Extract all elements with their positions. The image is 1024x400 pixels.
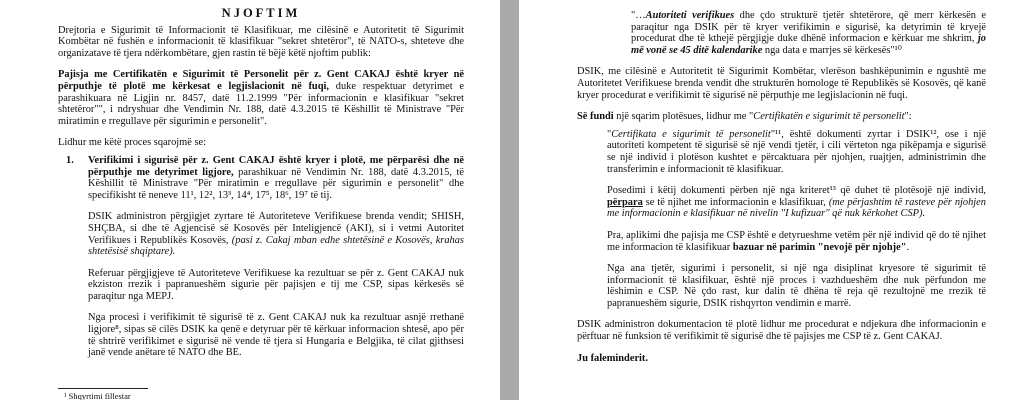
item1-rest: parashikuar në Vendimin Nr. 188, datë 4.3.2015, të Këshillit të Ministrave "Për miratimin e rregullave për sigurimin e personelit" dhe specifikisht të neneve 11¹, 12², 13³, 14⁴, 17⁵, 18⁶, 19⁷ të tij. [88, 166, 464, 201]
criteria-text: Posedimi i këtij dokumenti përben një nga kriteret¹³ që duhet të plotësojë një individ, [607, 185, 986, 197]
final-clarification-lead [577, 111, 986, 123]
clarification-lead: Lidhur me këtë proces sqarojmë se: [58, 137, 207, 149]
item-number: 1. [66, 154, 74, 166]
final-clarification-text: një sqarim plotësues, lidhur me " [613, 111, 754, 123]
no-legal-circumstance-paragraph: Nga procesi i verifikimit të sigurisë të z. Gent CAKAJ nuk ka rezultuar asnjë rrethanë ligjore⁸, sipas së cilës DSIK ka qenë e detyruar për të kërkuar informacion shtesë, apo për të shtrirë verifikimet e sigurisë në vende të tjera si Hungaria e Belgjika, të cilat gjithsesi janë vende anëtare të NATO dhe BE. [88, 312, 464, 359]
certificate-statement-paragraph [58, 69, 464, 127]
certificate-statement-bold: Pajisja me Certifikatën e Sigurimit të Personelit për z. Gent CAKAJ është kryer në përputhje të plotë me kërkesat e legjislacionit në fuqi, [58, 69, 464, 92]
closing-thanks: Ju faleminderit. [577, 352, 648, 364]
definition-open: " [607, 128, 612, 140]
numbered-item-1 [58, 155, 464, 201]
document-page-left [0, 0, 500, 400]
footnote-1: ¹ Shqyrtimi fillestar [64, 391, 131, 400]
quote-open: "… [631, 10, 646, 21]
criteria-emphasis: përpara [607, 196, 643, 208]
definition-term: Certifikata e sigurimit të personelit [611, 128, 771, 140]
page-gutter [500, 0, 519, 400]
final-clarification-end: ": [904, 111, 912, 123]
need-to-know-end: . [906, 241, 910, 253]
need-to-know-text: Pra, aplikimi dhe pajisja me CSP është e detyrueshme vetëm për një individ që do të njihet me informacion të klasifikuar [607, 229, 986, 253]
definition-body: "¹¹, është dokumenti zyrtar i DSIK¹², ose i një autoriteti kompetent të sigurisë së një vendi tjetër, i cili vërteton nga pikëpamja e sigurisë se një individ i plotëson kushtet e përcaktuara për njohjen, ruajtjen, administrimin dhe transferimin e informacionit të klasifikuar. [607, 128, 986, 175]
need-to-know-principle: bazuar në parimin "nevojë për njohje" [732, 241, 907, 253]
quote-end: nga data e marrjes së kërkesës"¹⁰ [762, 44, 902, 56]
verifying-authorities-text: DSIK administron përgjigjet zyrtare të Autoriteteve Verifikuese brenda vendit; SHISH, SHÇBA, si dhe të Agjencisë së Kosovës për Inteligjencë (AKI), si i vetmi Autoritet Verifikues i Republikës Kosovës, [88, 211, 464, 246]
certificate-statement-rest: duke respektuar detyrimet e parashikuara në Ligjin nr. 8457, datë 11.2.1999 "Për informacionin e klasifikuar "sekret shtetëror"", i ndryshuar dhe Vendimin Nr. 188, datë 4.3.2015 të Këshillit të Ministrave "Për miratimin e rregullave për sigurimin e personelit". [58, 80, 464, 127]
footnote-divider [58, 388, 148, 389]
item1-bold: Verifikimi i sigurisë për z. Gent CAKAJ është kryer i plotë, me përparësi dhe në përputhje me detyrimet ligjore, [88, 154, 464, 178]
continuous-process-paragraph: Nga ana tjetër, sigurimi i personelit, si një nga disiplinat kryesore të sigurimit të informacionit të klasifikuar, është një proces i vazhdueshëm dhe nuk përfundon me lëshimin e CSP. Në çdo rast, kur dalin të dhëna të reja që rezultojnë me rrezik të papranueshëm sigurie, DSIK rishqyrton vendimin e marrë. [607, 263, 986, 309]
legal-quote [631, 10, 986, 56]
intro-paragraph: Drejtoria e Sigurimit të Informacionit të Klasifikuar, me cilësinë e Autoritetit të Sigurimit Kombëtar në fushën e informacionit të klasifikuar "sekret shtetëror", të NATO-s, shteteve dhe organizatave të tjera ndërkombëtare, gjen rastin të bëjë këtë njoftim publik: [58, 24, 464, 59]
cooperation-paragraph: DSIK, me cilësinë e Autoritetit të Sigurimit Kombëtar, vlerëson bashkëpunimin e ngushtë me Autoritetet Verifikuese brenda vendit dhe strukturën homologe të Republikës së Kosovës, që kanë kryer procedurat e verifikimit të sigurisë në përputhje me legjislacionin në fuqi. [577, 66, 986, 101]
possession-criteria-paragraph [607, 185, 986, 220]
quote-deadline: jo më vonë se 45 ditë kalendarike [631, 33, 986, 56]
quote-body: dhe çdo strukturë tjetër shtetërore, që merr kërkesën e paraqitur nga DSIK për të kryer verifikimin e sigurisë, ka detyrimin të kryejë procedurat dhe të kthejë përgjigje duke dhënë informacion e kërkuar me shkrim, [631, 10, 986, 45]
document-page-right [519, 0, 1024, 400]
no-risk-paragraph: Referuar përgjigjeve të Autoriteteve Verifikuese ka rezultuar se për z. Gent CAKAJ nuk ekziston rrezik i papranueshëm sigurie për pajisjen e tij me CSP, sipas kërkesës së paraqitur nga MEPJ. [88, 267, 464, 302]
criteria-text-2: se të njihet me informacionin e klasifikuar, [642, 196, 829, 208]
quote-emphasis-authority: Autoriteti verifikues [645, 10, 735, 21]
final-clarification-italic: Certifikatën e sigurimit të personelit [753, 111, 905, 123]
verifying-authorities-paragraph [88, 211, 464, 257]
verifying-authorities-note: (pasi z. Cakaj mban edhe shtetësinë e Kosovës, krahas shtetësisë shqiptare). [88, 234, 464, 258]
need-to-know-paragraph [607, 230, 986, 253]
documentation-paragraph: DSIK administron dokumentacion të plotë lidhur me procedurat e ndjekura dhe informacionin e përftuar në funksion të verifikimit të sigurisë dhe të pajisjes me CSP të z. Gent CAKAJ. [577, 319, 986, 343]
certificate-definition-paragraph [607, 129, 986, 175]
final-clarification-bold: Së fundi [577, 111, 614, 123]
criteria-exception: (me përjashtim të rasteve për njohjen me informacionin e klasifikuar në nivelin "I kufizuar" që nuk kërkohet CSP). [607, 196, 986, 220]
document-title: NJOFTIM [221, 6, 301, 20]
